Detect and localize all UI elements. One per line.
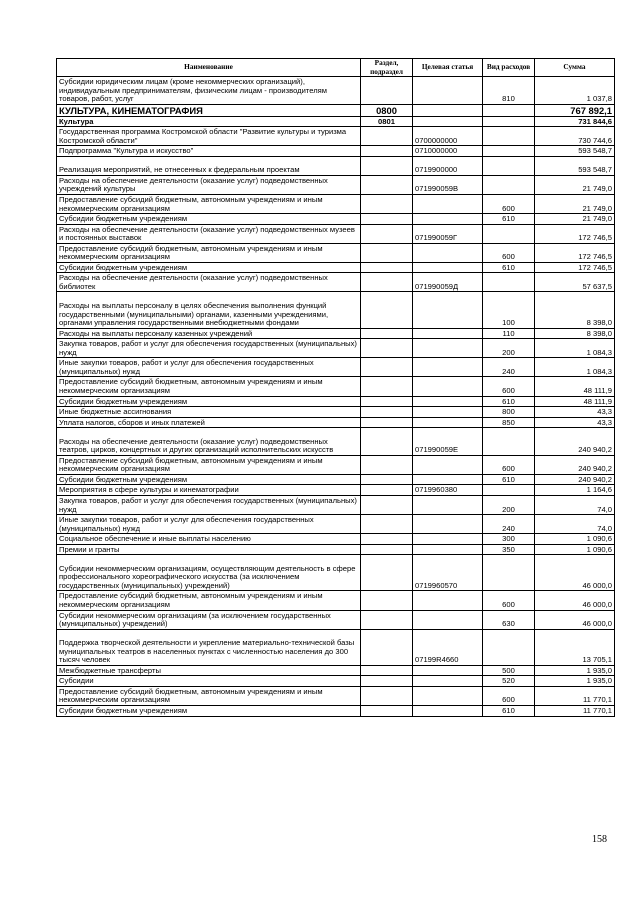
cell-sum: 1 084,3 <box>535 358 615 377</box>
cell-sum: 730 744,6 <box>535 127 615 146</box>
header-name: Наименование <box>57 59 361 77</box>
cell-section <box>361 175 413 194</box>
cell-target <box>413 495 483 514</box>
cell-target: 07199R4660 <box>413 629 483 665</box>
cell-sum: 1 090,6 <box>535 544 615 555</box>
table-row <box>57 175 615 194</box>
table-row <box>57 358 615 377</box>
cell-sum: 43,3 <box>535 407 615 418</box>
cell-sum: 48 111,9 <box>535 377 615 396</box>
cell-type <box>483 555 535 591</box>
cell-target <box>413 665 483 676</box>
cell-target <box>413 610 483 629</box>
cell-name: Предоставление субсидий бюджетным, автономным учреждениям и иным некоммерческим организациям <box>57 243 361 262</box>
cell-target <box>413 676 483 687</box>
table-row <box>57 455 615 474</box>
cell-name: Субсидии бюджетным учреждениям <box>57 706 361 717</box>
page-number: 158 <box>592 834 607 845</box>
cell-sum: 11 770,1 <box>535 686 615 705</box>
cell-sum: 593 548,7 <box>535 156 615 175</box>
cell-name: Субсидии <box>57 676 361 687</box>
header-sum: Сумма <box>535 59 615 77</box>
cell-target <box>413 77 483 105</box>
cell-sum: 48 111,9 <box>535 396 615 407</box>
cell-section: 0801 <box>361 116 413 127</box>
table-row <box>57 127 615 146</box>
cell-name: Поддержка творческой деятельности и укрепление материально-технической базы муниципальных театров в населенных пунктах с численностью населения до 300 тысяч человек <box>57 629 361 665</box>
cell-name: Расходы на обеспечение деятельности (оказание услуг) подведомственных библиотек <box>57 273 361 292</box>
table-row <box>57 146 615 157</box>
cell-section <box>361 485 413 496</box>
table-row <box>57 104 615 116</box>
cell-name: Премии и гранты <box>57 544 361 555</box>
cell-type: 610 <box>483 262 535 273</box>
cell-name: Предоставление субсидий бюджетным, автономным учреждениям и иным некоммерческим организациям <box>57 686 361 705</box>
table-row <box>57 686 615 705</box>
cell-type: 800 <box>483 407 535 418</box>
cell-section <box>361 358 413 377</box>
cell-type: 810 <box>483 77 535 105</box>
cell-section <box>361 214 413 225</box>
cell-name: Субсидии некоммерческим организациям (за исключением государственных (муниципальных) учреждений) <box>57 610 361 629</box>
cell-section <box>361 224 413 243</box>
table-row <box>57 676 615 687</box>
cell-sum: 767 892,1 <box>535 104 615 116</box>
cell-sum: 21 749,0 <box>535 195 615 214</box>
budget-table <box>56 58 615 717</box>
table-row <box>57 214 615 225</box>
cell-type: 610 <box>483 474 535 485</box>
cell-sum: 11 770,1 <box>535 706 615 717</box>
cell-name: Уплата налогов, сборов и иных платежей <box>57 417 361 428</box>
cell-target <box>413 686 483 705</box>
cell-sum: 240 940,2 <box>535 455 615 474</box>
cell-name: Предоставление субсидий бюджетным, автономным учреждениям и иным некоммерческим организациям <box>57 377 361 396</box>
cell-section <box>361 77 413 105</box>
cell-section <box>361 377 413 396</box>
cell-target <box>413 292 483 328</box>
cell-target <box>413 116 483 127</box>
table-row <box>57 534 615 545</box>
table-row <box>57 591 615 610</box>
cell-section <box>361 455 413 474</box>
cell-target: 0719900000 <box>413 156 483 175</box>
table-row <box>57 339 615 358</box>
cell-target <box>413 195 483 214</box>
cell-section: 0800 <box>361 104 413 116</box>
cell-type: 610 <box>483 214 535 225</box>
cell-section <box>361 544 413 555</box>
cell-name: Субсидии бюджетным учреждениям <box>57 262 361 273</box>
cell-section <box>361 156 413 175</box>
cell-target <box>413 544 483 555</box>
cell-target: 0719960380 <box>413 485 483 496</box>
cell-name: КУЛЬТУРА, КИНЕМАТОГРАФИЯ <box>57 104 361 116</box>
cell-name: Закупка товаров, работ и услуг для обеспечения государственных (муниципальных) нужд <box>57 495 361 514</box>
cell-sum: 57 637,5 <box>535 273 615 292</box>
cell-sum: 172 746,5 <box>535 243 615 262</box>
cell-name: Предоставление субсидий бюджетным, автономным учреждениям и иным некоммерческим организациям <box>57 195 361 214</box>
cell-section <box>361 407 413 418</box>
cell-name: Субсидии бюджетным учреждениям <box>57 214 361 225</box>
header-section: Раздел, подраздел <box>361 59 413 77</box>
cell-sum: 1 935,0 <box>535 665 615 676</box>
cell-type <box>483 156 535 175</box>
cell-sum: 21 749,0 <box>535 214 615 225</box>
cell-sum: 46 000,0 <box>535 555 615 591</box>
cell-type: 300 <box>483 534 535 545</box>
cell-section <box>361 706 413 717</box>
cell-name: Социальное обеспечение и иные выплаты населению <box>57 534 361 545</box>
cell-type: 110 <box>483 328 535 339</box>
cell-type: 520 <box>483 676 535 687</box>
cell-sum: 8 398,0 <box>535 292 615 328</box>
cell-type <box>483 224 535 243</box>
cell-target <box>413 396 483 407</box>
cell-target <box>413 474 483 485</box>
table-row <box>57 243 615 262</box>
table-body <box>57 77 615 717</box>
cell-name: Расходы на обеспечение деятельности (оказание услуг) подведомственных музеев и постоянных выставок <box>57 224 361 243</box>
cell-type: 240 <box>483 515 535 534</box>
cell-section <box>361 495 413 514</box>
cell-section <box>361 591 413 610</box>
cell-target <box>413 706 483 717</box>
cell-sum: 240 940,2 <box>535 474 615 485</box>
cell-sum: 1 090,6 <box>535 534 615 545</box>
table-row <box>57 474 615 485</box>
cell-sum: 13 705,1 <box>535 629 615 665</box>
cell-section <box>361 292 413 328</box>
cell-section <box>361 515 413 534</box>
cell-target: 0710000000 <box>413 146 483 157</box>
cell-type: 600 <box>483 686 535 705</box>
cell-section <box>361 146 413 157</box>
cell-section <box>361 555 413 591</box>
cell-section <box>361 428 413 456</box>
cell-section <box>361 195 413 214</box>
cell-sum: 1 935,0 <box>535 676 615 687</box>
table-row <box>57 292 615 328</box>
table-row <box>57 495 615 514</box>
cell-name: Субсидии некоммерческим организациям, осуществляющим деятельность в сфере профессионального хореографического искусства (за исключением государственных (муниципальных) учреждений) <box>57 555 361 591</box>
table-row <box>57 224 615 243</box>
cell-type <box>483 629 535 665</box>
cell-type: 350 <box>483 544 535 555</box>
cell-type <box>483 104 535 116</box>
cell-sum: 46 000,0 <box>535 610 615 629</box>
cell-target <box>413 262 483 273</box>
cell-sum: 172 746,5 <box>535 262 615 273</box>
cell-section <box>361 273 413 292</box>
table-row <box>57 273 615 292</box>
table-row <box>57 485 615 496</box>
cell-name: Предоставление субсидий бюджетным, автономным учреждениям и иным некоммерческим организациям <box>57 455 361 474</box>
cell-type <box>483 146 535 157</box>
cell-type: 240 <box>483 358 535 377</box>
cell-sum: 1 084,3 <box>535 339 615 358</box>
cell-name: Предоставление субсидий бюджетным, автономным учреждениям и иным некоммерческим организациям <box>57 591 361 610</box>
table-header-row <box>57 59 615 77</box>
cell-target <box>413 358 483 377</box>
cell-target <box>413 417 483 428</box>
cell-section <box>361 629 413 665</box>
cell-name: Субсидии бюджетным учреждениям <box>57 396 361 407</box>
table-row <box>57 665 615 676</box>
table-row <box>57 156 615 175</box>
cell-section <box>361 665 413 676</box>
cell-target <box>413 243 483 262</box>
cell-target: 071990059Е <box>413 428 483 456</box>
cell-name: Расходы на обеспечение деятельности (оказание услуг) подведомственных театров, цирков, концертных и других организаций исполнительских искусств <box>57 428 361 456</box>
cell-sum: 1 164,6 <box>535 485 615 496</box>
table-row <box>57 77 615 105</box>
cell-target: 071990059В <box>413 175 483 194</box>
cell-name: Государственная программа Костромской области "Развитие культуры и туризма Костромской области" <box>57 127 361 146</box>
cell-type <box>483 116 535 127</box>
cell-target: 071990059Г <box>413 224 483 243</box>
table-row <box>57 555 615 591</box>
cell-target <box>413 591 483 610</box>
cell-type: 500 <box>483 665 535 676</box>
header-target: Целевая статья <box>413 59 483 77</box>
cell-name: Расходы на обеспечение деятельности (оказание услуг) подведомственных учреждений культуры <box>57 175 361 194</box>
cell-sum: 593 548,7 <box>535 146 615 157</box>
table-row <box>57 377 615 396</box>
cell-section <box>361 396 413 407</box>
cell-sum: 172 746,5 <box>535 224 615 243</box>
cell-name: Закупка товаров, работ и услуг для обеспечения государственных (муниципальных) нужд <box>57 339 361 358</box>
table-row <box>57 515 615 534</box>
cell-section <box>361 474 413 485</box>
cell-name: Культура <box>57 116 361 127</box>
cell-sum: 74,0 <box>535 515 615 534</box>
cell-name: Подпрограмма "Культура и искусство" <box>57 146 361 157</box>
cell-type: 610 <box>483 706 535 717</box>
cell-section <box>361 686 413 705</box>
cell-type: 600 <box>483 195 535 214</box>
cell-target: 071990059Д <box>413 273 483 292</box>
cell-type: 200 <box>483 495 535 514</box>
cell-target <box>413 534 483 545</box>
table-row <box>57 629 615 665</box>
cell-type <box>483 485 535 496</box>
cell-section <box>361 262 413 273</box>
table-row <box>57 544 615 555</box>
cell-section <box>361 127 413 146</box>
cell-name: Мероприятия в сфере культуры и кинематографии <box>57 485 361 496</box>
table-row <box>57 407 615 418</box>
cell-section <box>361 243 413 262</box>
cell-type <box>483 273 535 292</box>
cell-name: Субсидии бюджетным учреждениям <box>57 474 361 485</box>
table-row <box>57 428 615 456</box>
table-row <box>57 610 615 629</box>
cell-sum: 731 844,6 <box>535 116 615 127</box>
cell-type: 200 <box>483 339 535 358</box>
cell-target <box>413 377 483 396</box>
cell-type: 630 <box>483 610 535 629</box>
cell-type: 100 <box>483 292 535 328</box>
cell-name: Иные бюджетные ассигнования <box>57 407 361 418</box>
cell-type <box>483 127 535 146</box>
cell-target <box>413 328 483 339</box>
cell-sum: 46 000,0 <box>535 591 615 610</box>
cell-section <box>361 339 413 358</box>
cell-target <box>413 104 483 116</box>
cell-sum: 43,3 <box>535 417 615 428</box>
cell-section <box>361 610 413 629</box>
cell-sum: 21 749,0 <box>535 175 615 194</box>
cell-sum: 74,0 <box>535 495 615 514</box>
cell-target <box>413 515 483 534</box>
cell-type: 600 <box>483 591 535 610</box>
cell-type <box>483 175 535 194</box>
table-row <box>57 328 615 339</box>
cell-sum: 240 940,2 <box>535 428 615 456</box>
cell-target <box>413 214 483 225</box>
header-type: Вид расходов <box>483 59 535 77</box>
cell-section <box>361 676 413 687</box>
table-row <box>57 116 615 127</box>
cell-type: 600 <box>483 243 535 262</box>
table-row <box>57 417 615 428</box>
cell-sum: 8 398,0 <box>535 328 615 339</box>
cell-type: 610 <box>483 396 535 407</box>
cell-type <box>483 428 535 456</box>
cell-section <box>361 534 413 545</box>
cell-name: Расходы на выплаты персоналу в целях обеспечения выполнения функций государственными (муниципальными) органами, казенными учреждениями, органами управления государственными внебюджетными фондами <box>57 292 361 328</box>
cell-section <box>361 328 413 339</box>
cell-target: 0719960570 <box>413 555 483 591</box>
table-row <box>57 262 615 273</box>
cell-name: Иные закупки товаров, работ и услуг для обеспечения государственных (муниципальных) нужд <box>57 515 361 534</box>
cell-sum: 1 037,8 <box>535 77 615 105</box>
table-row <box>57 195 615 214</box>
cell-name: Субсидии юридическим лицам (кроме некоммерческих организаций), индивидуальным предпринимателям, физическим лицам - производителям товаров, работ, услуг <box>57 77 361 105</box>
cell-type: 600 <box>483 455 535 474</box>
cell-name: Расходы на выплаты персоналу казенных учреждений <box>57 328 361 339</box>
cell-section <box>361 417 413 428</box>
cell-target <box>413 407 483 418</box>
cell-name: Иные закупки товаров, работ и услуг для обеспечения государственных (муниципальных) нужд <box>57 358 361 377</box>
cell-name: Межбюджетные трансферты <box>57 665 361 676</box>
table-row <box>57 396 615 407</box>
cell-name: Реализация мероприятий, не отнесенных к федеральным проектам <box>57 156 361 175</box>
cell-type: 600 <box>483 377 535 396</box>
cell-target: 0700000000 <box>413 127 483 146</box>
cell-target <box>413 455 483 474</box>
table-row <box>57 706 615 717</box>
cell-target <box>413 339 483 358</box>
cell-type: 850 <box>483 417 535 428</box>
